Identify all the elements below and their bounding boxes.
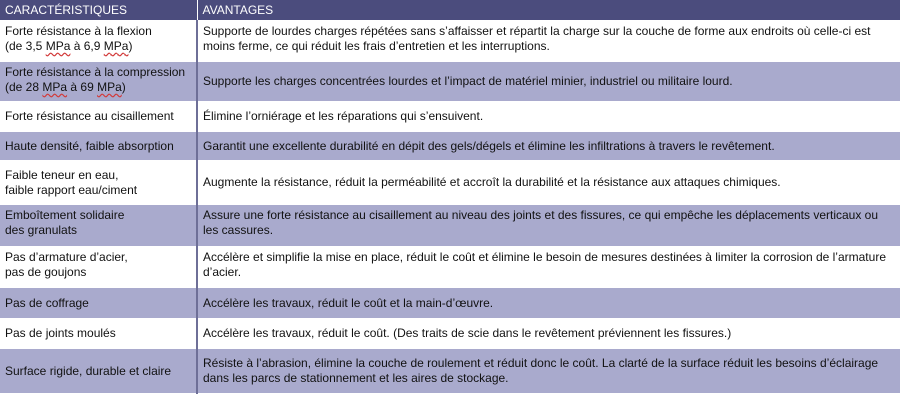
feature-cell [0,205,197,247]
header-row [0,0,900,21]
header-advantages: AVANTAGES [197,0,900,21]
table-row [0,288,900,319]
advantage-cell: Accélère les travaux, réduit le coût. (Des traits de scie dans le revêtement préviennent les fissures.) [197,319,900,349]
feature-cell [0,247,197,288]
table-row [0,349,900,394]
table-row [0,161,900,205]
feature-line: Pas de joints moulés [5,326,116,340]
advantage-cell: Garantit une excellente durabilité en dépit des gels/dégels et élimine les infiltrations à travers le revêtement. [197,132,900,161]
advantage-cell: Augmente la résistance, réduit la perméabilité et accroît la durabilité et la résistance aux attaques chimiques. [197,161,900,205]
advantage-cell: Accélère les travaux, réduit le coût et la main-d’œuvre. [197,288,900,319]
feature-line: Faible teneur en eau, [5,167,119,182]
table-row [0,319,900,349]
feature-line: des granulats [5,223,78,237]
advantage-cell: Supporte de lourdes charges répétées sans s’affaisser et répartit la charge sur la couche de forme aux endroits où celle-ci est moins ferme, ce qui réduit les frais d’entretien et les interruptions. [197,21,900,62]
advantage-cell: Accélère et simplifie la mise en place, réduit le coût et élimine le besoin de mesures destinées à limiter la corrosion de l’armature d’acier. [197,247,900,288]
feature-cell [0,319,197,349]
table-row [0,132,900,161]
feature-line: Pas d’armature d’acier, [5,250,128,264]
feature-cell [0,21,197,62]
feature-line: Forte résistance à la flexion [5,24,152,38]
feature-line: (de 3,5 MPa à 6,9 MPa) [5,39,133,53]
feature-cell [0,288,197,319]
advantage-cell: Élimine l’orniérage et les réparations qui s’ensuivent. [197,102,900,132]
feature-cell [0,62,197,102]
feature-line: Surface rigide, durable et claire [5,363,172,378]
table-row [0,102,900,132]
header-characteristics: CARACTÉRISTIQUES [0,0,197,21]
feature-cell [0,102,197,132]
feature-line: (de 28 MPa à 69 MPa) [5,80,126,94]
advantage-cell: Résiste à l’abrasion, élimine la couche de roulement et réduit donc le coût. La clarté de la surface réduit les besoins d’éclairage dans les parcs de stationnement et les aires de stockage. [197,349,900,394]
advantage-cell: Assure une forte résistance au cisaillement au niveau des joints et des fissures, ce qui empêche les déplacements verticaux ou les cassures. [197,205,900,247]
feature-line: Pas de coffrage [5,295,89,310]
feature-line: Forte résistance à la compression [5,65,186,79]
table-row [0,62,900,102]
feature-line: pas de goujons [5,265,87,279]
feature-cell [0,349,197,394]
advantage-cell: Supporte les charges concentrées lourdes et l’impact de matériel minier, industriel ou militaire lourd. [197,62,900,102]
table-row [0,21,900,62]
feature-line: faible rapport eau/ciment [5,182,138,197]
feature-cell [0,132,197,161]
feature-line: Forte résistance au cisaillement [5,109,174,123]
table-row [0,205,900,247]
feature-cell [0,161,197,205]
feature-line: Haute densité, faible absorption [5,138,174,153]
feature-line: Emboîtement solidaire [5,208,125,222]
table-row [0,247,900,288]
